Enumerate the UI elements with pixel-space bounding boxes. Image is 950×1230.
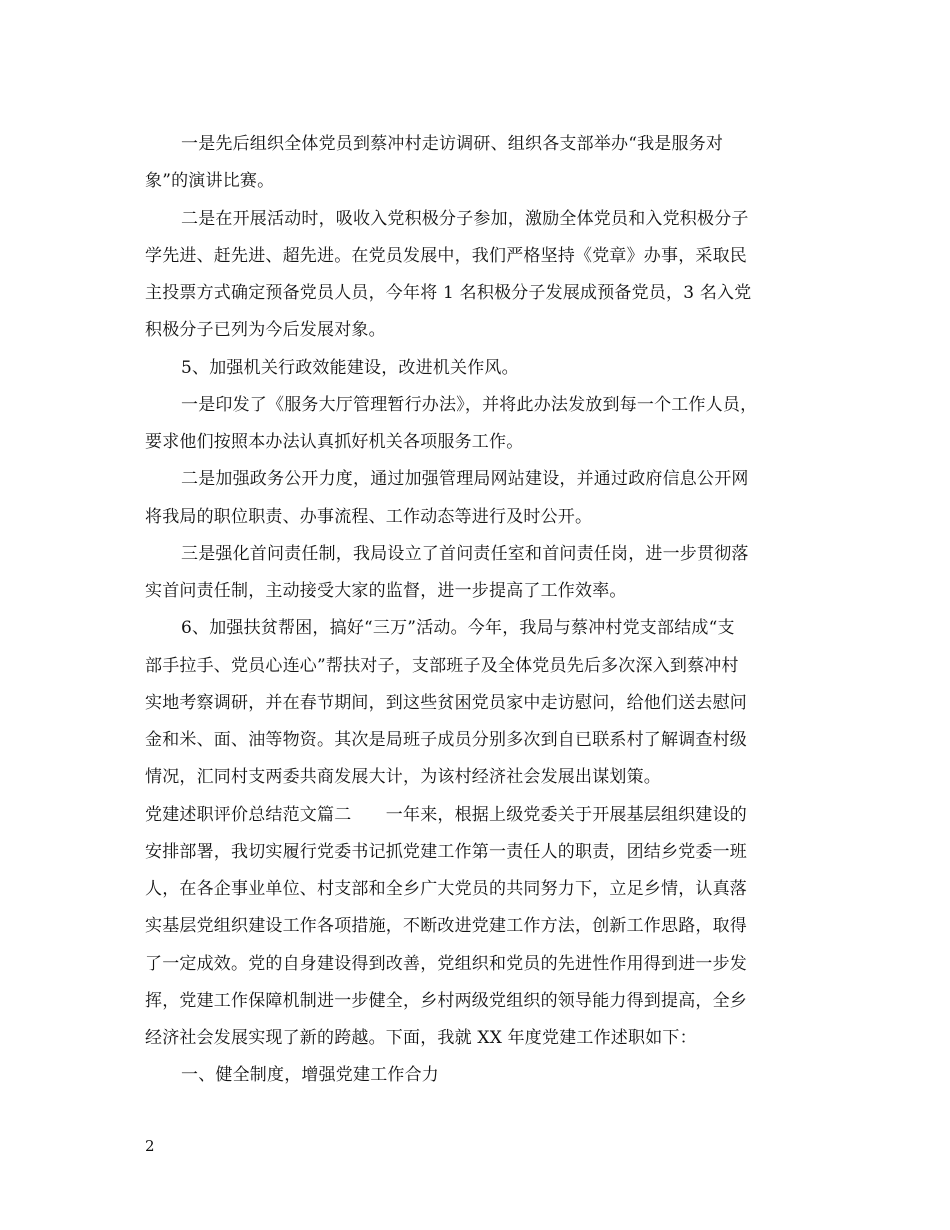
text-line: 党建述职评价总结范文篇二 一年来，根据上级党委关于开展基层组织建设的 [145,805,747,825]
text-line: 二是在开展活动时，吸收入党积极分子参加，激励全体党员和入党积极分子 [181,209,749,229]
text-line: 将我局的职位职责、办事流程、工作动态等进行及时公开。 [145,507,593,527]
text-line: 积极分子已列为今后发展对象。 [145,320,386,340]
text-line: 5、加强机关行政效能建设，改进机关作风。 [181,358,519,378]
text-line: 二是加强政务公开力度，通过加强管理局网站建设，并通过政府信息公开网 [181,469,749,489]
text-line: 学先进、赶先进、超先进。在党员发展中，我们严格坚持《党章》办事，采取民 [145,246,747,266]
text-line: 要求他们按照本办法认真抓好机关各项服务工作。 [145,432,524,452]
text-line: 了一定成效。党的自身建设得到改善，党组织和党员的先进性作用得到进一步发 [145,954,747,974]
text-line: 金和米、面、油等物资。其次是局班子成员分别多次到自已联系村了解调查村级 [145,730,747,750]
page-number: 2 [145,1137,155,1155]
text-line: 6、加强扶贫帮困，搞好“三万”活动。今年，我局与蔡冲村党支部结成“支 [181,618,735,638]
text-line: 经济社会发展实现了新的跨越。下面，我就 XX 年度党建工作述职如下： [145,1028,697,1048]
text-line: 实基层党组织建设工作各项措施，不断改进党建工作方法，创新工作思路，取得 [145,916,747,936]
text-line: 情况，汇同村支两委共商发展大计，为该村经济社会发展出谋划策。 [145,767,661,787]
text-line: 象”的演讲比赛。 [145,171,275,191]
text-line: 三是强化首问责任制，我局设立了首问责任室和首问责任岗，进一步贯彻落 [181,544,749,564]
text-line: 一是印发了《服务大厅管理暂行办法》，并将此办法发放到每一个工作人员， [181,395,758,415]
text-line: 一、健全制度，增强党建工作合力 [181,1065,439,1085]
text-line: 人，在各企事业单位、村支部和全乡广大党员的共同努力下，立足乡情，认真落 [145,879,747,899]
text-line: 主投票方式确定预备党员人员，今年将 1 名积极分子发展成预备党员，3 名入党 [145,283,752,303]
text-line: 安排部署，我切实履行党委书记抓党建工作第一责任人的职责，团结乡党委一班 [145,842,747,862]
text-line: 部手拉手、党员心连心”帮扶对子，支部班子及全体党员先后多次深入到蔡冲村 [145,656,739,676]
text-line: 一是先后组织全体党员到蔡冲村走访调研、组织各支部举办“我是服务对 [181,134,724,154]
text-line: 实首问责任制，主动接受大家的监督，进一步提高了工作效率。 [145,581,627,601]
text-line: 挥，党建工作保障机制进一步健全，乡村两级党组织的领导能力得到提高，全乡 [145,991,747,1011]
text-line: 实地考察调研，并在春节期间，到这些贫困党员家中走访慰问，给他们送去慰问 [145,693,747,713]
